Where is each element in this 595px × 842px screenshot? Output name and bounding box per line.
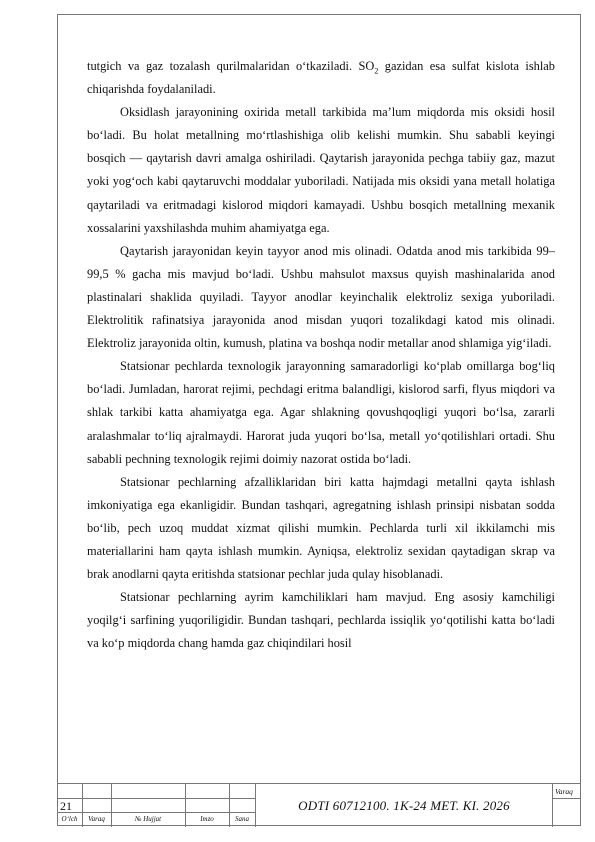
stamp-label-olch: O‘lch bbox=[61, 815, 78, 823]
paragraph-1: tutgich va gaz tozalash qurilmalaridan o‘tkaziladi. $SO_2$ gazidan esa sulfat kislota ishlab chiqarishda foydalaniladi. bbox=[87, 59, 555, 97]
document-code: ODTI 60712100. 1K-24 MET. KI. 2026 bbox=[298, 797, 510, 813]
stamp-varaq-title: Varaq bbox=[555, 787, 573, 796]
stamp-label-hujjat: № Hujjat bbox=[134, 815, 162, 823]
stamp-varaq-divider bbox=[552, 798, 581, 799]
sheet-number: 21 bbox=[60, 799, 72, 813]
stamp-col-line-6 bbox=[552, 784, 553, 827]
stamp-label-imzo: Imzo bbox=[200, 815, 214, 823]
document-body bbox=[87, 55, 555, 655]
subscript-2: 2 bbox=[374, 66, 379, 76]
paragraph-5: Statsionar pechlarning afzalliklaridan biri katta hajmdagi metallni qayta ishlash imkoniyatiga ega ekanligidir. Bundan tashqari, agregatning ishlash prinsipi nisbatan sodda bo‘lib, pech uzoq muddat xizmat qilishi mumkin. Pechlarda turli xil ikkilamchi mis materiallarini ham qayta ishlash mumkin. Ayniqsa, elektroliz sexidan qaytadigan skrap va brak anodlarni qayta eritishda statsionar pechlar juda qulay hisoblanadi. bbox=[87, 474, 555, 582]
paragraph-3: Qaytarish jarayonidan keyin tayyor anod mis olinadi. Odatda anod mis tarkibida 99–99,5 % gacha mis mavjud bo‘ladi. Ushbu mahsulot maxsus quyish mashinalarida anod plastinalari shaklida quyiladi. Tayyor anodlar keyinchalik elektroliz sexiga yuboriladi. Elektrolitik rafinatsiya jarayonida anod misdan yuqori tozalikdagi katod mis olinadi. Elektroliz jarayonida oltin, kumush, platina va boshqa nodir metallar anod shlamiga yig‘iladi. bbox=[87, 243, 555, 351]
stamp-label-varaq: Varaq bbox=[88, 815, 105, 823]
paragraph-6: Statsionar pechlarning ayrim kamchiliklari ham mavjud. Eng asosiy kamchiligi yoqilg‘i sarfining yuqoriligidir. Bundan tashqari, pechlarda issiqlik yo‘qotilishi katta bo‘ladi va ko‘p miqdorda chang hamda gaz chiqindilari hosil bbox=[87, 590, 555, 651]
paragraph-2: Oksidlash jarayonining oxirida metall tarkibida ma’lum miqdorda mis oksidi hosil bo‘ladi. Bu holat metallning mo‘rtlashishiga olib kelishi mumkin. Shu sababli keyingi bosqich — qaytarish davri amalga oshiriladi. Qaytarish jarayonida pechga tabiiy gaz, mazut yoki yog‘och kabi qaytaruvchi moddalar yuboriladi. Natijada mis oksidi yana metall holatiga qaytariladi va eritmadagi kislorod miqdori kamayadi. Ushbu bosqich metallning mexanik xossalarini yaxshilashda muhim ahamiyatga ega. bbox=[87, 105, 555, 235]
title-block-stamp bbox=[57, 783, 581, 827]
stamp-row-line-2 bbox=[57, 812, 255, 813]
paragraph-4: Statsionar pechlarda texnologik jarayonning samaradorligi ko‘plab omillarga bog‘liq bo‘ladi. Jumladan, harorat rejimi, pechdagi eritma balandligi, kislorod sarfi, flyus miqdori va shlak tarkibi katta ahamiyatga ega. Agar shlakning qovushqoqligi yuqori bo‘lsa, zararli aralashmalar to‘liq ajralmaydi. Harorat juda yuqori bo‘lsa, metall yo‘qotilishlari ortadi. Shu sababli pechning texnologik rejimi doimiy nazorat ostida bo‘ladi. bbox=[87, 359, 555, 466]
stamp-label-sana: Sana bbox=[235, 815, 249, 823]
stamp-row-line-1 bbox=[57, 798, 255, 799]
